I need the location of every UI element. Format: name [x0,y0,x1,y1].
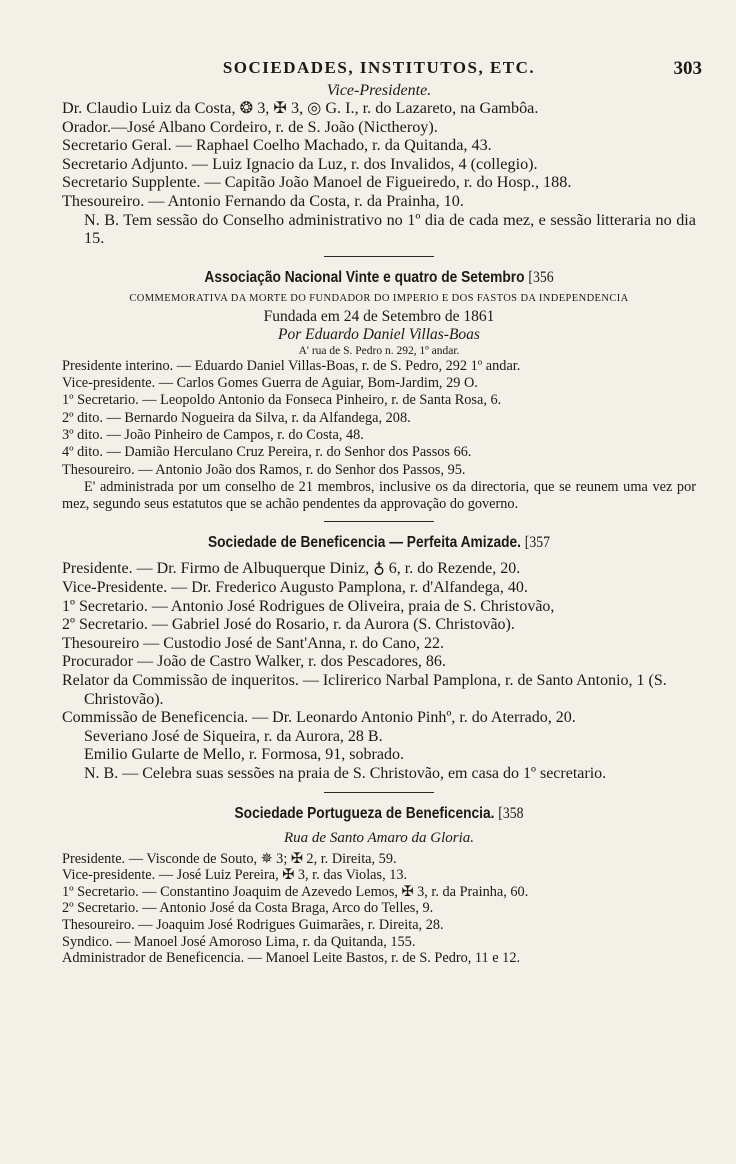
section-357 [62,532,696,783]
note-paragraph: E' administrada por um conselho de 21 membros, inclusive os da directoria, que se reunem uma vez por mez, segundo seus estatutos que se achão pendentes da approvação do governo. [62,478,696,513]
member-line: Severiano José de Siqueira, r. da Aurora, 28 B. [84,727,383,745]
entry-line: Dr. Claudio Luiz da Costa, ❂ 3, ✠ 3, ◎ G. I., r. do Lazareto, na Gambôa. [62,99,539,117]
entry-line: 1º Secretario. — Leopoldo Antonio da Fonseca Pinheiro, r. de Santa Rosa, 6. [62,392,502,409]
divider [324,256,434,257]
entry-line: Orador.—José Albano Cordeiro, r. de S. João (Nictheroy). [62,117,438,136]
divider [324,792,434,793]
entry-line: Thesoureiro. — Antonio João dos Ramos, r. do Senhor dos Passos, 95. [62,461,466,478]
entry-line: Thesoureiro — Custodio José de Sant'Anna, r. do Cano, 22. [62,634,444,652]
section-number: [358 [498,804,524,822]
section-title [106,803,651,825]
entry-line: Administrador de Beneficencia. — Manoel Leite Bastos, r. de S. Pedro, 11 e 12. [62,950,521,967]
page-number: 303 [673,58,702,79]
running-title: SOCIEDADES, INSTITUTOS, ETC. [222,58,536,77]
address-line: Rua de Santo Amaro da Gloria. [284,829,474,846]
running-head [62,58,702,82]
section-title-text: Associação Nacional Vinte e quatro de Setembro [204,268,525,286]
entry-line: Presidente. — Visconde de Souto, ✵ 3; ✠ 2, r. Direita, 59. [62,850,397,867]
entry-line: Thesoureiro. — Antonio Fernando da Costa, r. da Prainha, 10. [62,191,464,210]
section-title [106,267,651,289]
entry-line: Vice-presidente. — José Luiz Pereira, ✠ 3, r. das Violas, 13. [62,867,408,884]
member-line: Emilio Gularte de Mello, r. Formosa, 91, sobrado. [84,746,404,764]
note-paragraph: N. B. Tem sessão do Conselho administrativo no 1º dia de cada mez, e sessão litteraria no dia 15. [84,210,696,248]
entry-line: Secretario Geral. — Raphael Coelho Machado, r. da Quitanda, 43. [62,136,492,155]
entry-line: Thesoureiro. — Joaquim José Rodrigues Guimarães, r. Direita, 28. [62,916,444,933]
divider [324,521,434,522]
entry-line: 2º Secretario. — Antonio José da Costa Braga, Arco do Telles, 9. [62,900,434,917]
section-subtitle: COMMEMORATIVA DA MORTE DO FUNDADOR DO IMPERIO E DOS FASTOS DA INDEPENDENCIA [129,292,629,304]
section-title [106,532,651,554]
entry-line: Presidente. — Dr. Firmo de Albuquerque Diniz, ♁ 6, r. do Rezende, 20. [62,560,521,578]
address-line: A' rua de S. Pedro n. 292, 1º andar. [298,344,460,357]
founder-line: Por Eduardo Daniel Villas-Boas [278,325,480,343]
entry-line: 4º dito. — Damião Herculano Cruz Pereira, r. do Senhor dos Passos 66. [62,444,472,461]
note-paragraph: N. B. — Celebra suas sessões na praia de S. Christovão, em casa do 1º secretario. [84,764,607,782]
section-356 [62,267,696,514]
entry-line: 2º Secretario. — Gabriel José do Rosario, r. da Aurora (S. Christovão). [62,616,515,634]
subhead-vice-presidente: Vice-Presidente. [326,82,432,99]
entry-line: Vice-presidente. — Carlos Gomes Guerra de Aguiar, Bom-Jardim, 29 O. [62,375,478,392]
entry-line: Secretario Supplente. — Capitão João Manoel de Figueiredo, r. do Hosp., 188. [62,173,572,192]
entry-line: 1º Secretario. — Constantino Joaquim de Azevedo Lemos, ✠ 3, r. da Prainha, 60. [62,883,529,900]
entry-line: Presidente interino. — Eduardo Daniel Villas-Boas, r. de S. Pedro, 292 1º andar. [62,357,521,374]
entry-line: 2º dito. — Bernardo Nogueira da Silva, r. da Alfandega, 208. [62,409,411,426]
entry-line: Commissão de Beneficencia. — Dr. Leonardo Antonio Pinhº, r. do Aterrado, 20. [62,709,576,727]
section-title-text: Sociedade Portugueza de Beneficencia. [234,804,495,822]
entry-line: Vice-Presidente. — Dr. Frederico Augusto Pamplona, r. d'Alfandega, 40. [62,579,528,597]
founded-line: Fundada em 24 de Setembro de 1861 [263,307,495,325]
entry-line: Procurador — João de Castro Walker, r. dos Pescadores, 86. [62,653,446,671]
entry-line: Secretario Adjunto. — Luiz Ignacio da Luz, r. dos Invalidos, 4 (collegio). [62,154,538,173]
section-title-text: Sociedade de Beneficencia — Perfeita Amizade. [207,534,521,552]
entry-line: Relator da Commissão de inqueritos. — Iclirerico Narbal Pamplona, r. de Santo Antonio, 1 (S. Christovão). [62,671,667,708]
entry-line: Syndico. — Manoel José Amoroso Lima, r. da Quitanda, 155. [62,933,416,950]
section-number: [357 [524,534,551,552]
section-358 [62,803,696,967]
entry-line: 3º dito. — João Pinheiro de Campos, r. do Costa, 48. [62,426,364,443]
entry-line: 1º Secretario. — Antonio José Rodrigues de Oliveira, praia de S. Christovão, [62,597,555,615]
section-number: [356 [528,268,554,286]
section-continued [62,82,696,248]
